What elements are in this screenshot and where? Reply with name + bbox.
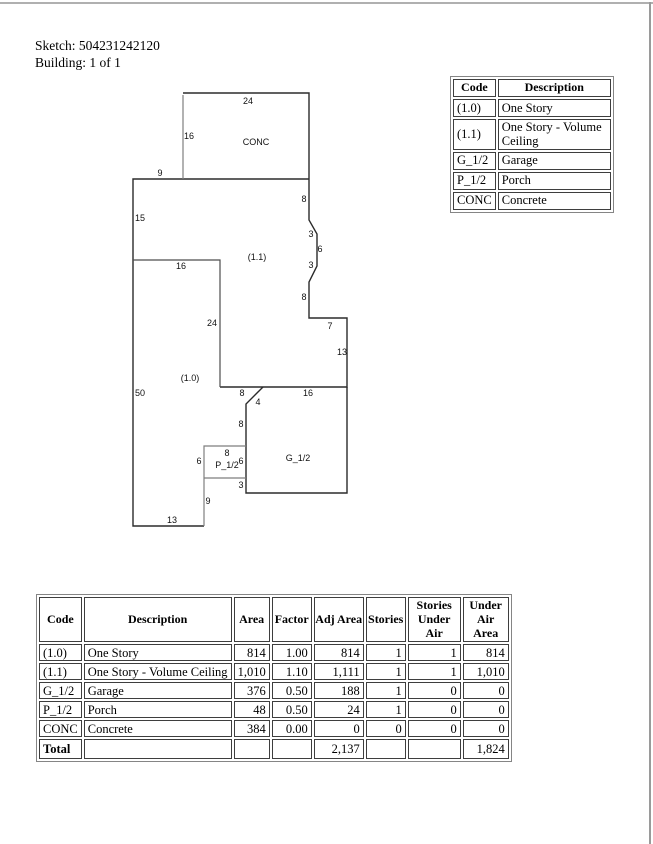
table-cell: Garage xyxy=(84,682,232,699)
table-cell: 814 xyxy=(234,644,270,661)
sketch-dim-label: 16 xyxy=(183,131,195,141)
area-header-adj-area: Adj Area xyxy=(314,597,364,642)
sketch-dim-label: 8 xyxy=(301,292,307,302)
area-header-area: Area xyxy=(234,597,270,642)
table-cell: One Story xyxy=(498,99,611,117)
table-cell: (1.1) xyxy=(453,119,496,150)
table-cell: 0 xyxy=(463,720,509,737)
table-row xyxy=(453,99,611,117)
area-summary-table xyxy=(36,594,512,762)
sketch-dim-label: 8 xyxy=(224,448,230,458)
table-cell: 188 xyxy=(314,682,364,699)
table-cell: 1,010 xyxy=(234,663,270,680)
table-row xyxy=(453,152,611,170)
table-cell: 0 xyxy=(408,701,461,718)
sketch-outline-lines xyxy=(133,93,347,526)
sketch-dim-label: 6 xyxy=(317,244,323,254)
sketch-dim-label: 13 xyxy=(336,347,348,357)
table-cell: G_1/2 xyxy=(453,152,496,170)
sketch-dim-label: 24 xyxy=(206,318,218,328)
table-cell: 0 xyxy=(314,720,364,737)
sketch-dim-label: 6 xyxy=(196,456,202,466)
table-cell: P_1/2 xyxy=(453,172,496,190)
table-row xyxy=(39,701,509,718)
table-cell: 0 xyxy=(408,720,461,737)
legend-header-description: Description xyxy=(498,79,611,97)
table-cell: Porch xyxy=(84,701,232,718)
table-cell: 1 xyxy=(408,644,461,661)
table-row xyxy=(39,663,509,680)
table-cell: Concrete xyxy=(498,192,611,210)
table-cell: 1.00 xyxy=(272,644,312,661)
table-cell: CONC xyxy=(453,192,496,210)
table-cell: (1.1) xyxy=(39,663,82,680)
sketch-dim-label: 16 xyxy=(302,388,314,398)
sketch-dim-label: 16 xyxy=(175,261,187,271)
legend-table-wrap xyxy=(450,76,614,213)
title-block xyxy=(35,37,160,71)
area-header-code: Code xyxy=(39,597,82,642)
table-cell xyxy=(84,739,232,759)
table-header-row xyxy=(453,79,611,97)
table-cell xyxy=(272,739,312,759)
sketch-area-code-label: G_1/2 xyxy=(285,453,311,463)
building-count-title: Building: 1 of 1 xyxy=(35,55,121,70)
sketch-dim-label: 7 xyxy=(327,321,333,331)
area-table-wrap xyxy=(36,594,512,762)
area-header-description: Description xyxy=(84,597,232,642)
table-cell: 1 xyxy=(408,663,461,680)
table-cell: 1 xyxy=(366,644,406,661)
table-cell: (1.0) xyxy=(453,99,496,117)
table-row xyxy=(39,739,509,759)
page-right-border xyxy=(649,2,651,844)
table-row xyxy=(39,720,509,737)
sketch-area-code-label: P_1/2 xyxy=(215,460,239,470)
sketch-dim-label: 3 xyxy=(308,260,314,270)
legend-table xyxy=(450,76,614,213)
sketch-dim-label: 13 xyxy=(166,515,178,525)
table-cell: 1 xyxy=(366,701,406,718)
table-cell: 1 xyxy=(366,682,406,699)
table-cell: Concrete xyxy=(84,720,232,737)
table-cell xyxy=(234,739,270,759)
area-header-under-air-area: Under Air Area xyxy=(463,597,509,642)
table-cell xyxy=(366,739,406,759)
sketch-dim-label: 15 xyxy=(134,213,146,223)
sketch-dim-label: 3 xyxy=(308,229,314,239)
table-cell: 0 xyxy=(463,701,509,718)
sketch-dim-label: 8 xyxy=(238,419,244,429)
table-header-row xyxy=(39,597,509,642)
area-header-factor: Factor xyxy=(272,597,312,642)
legend-header-code: Code xyxy=(453,79,496,97)
sketch-region-label: (1.1) xyxy=(247,252,267,262)
table-cell: CONC xyxy=(39,720,82,737)
table-row xyxy=(453,192,611,210)
area-header-stories-under-air: Stories Under Air xyxy=(408,597,461,642)
sketch-interior-lines xyxy=(133,260,220,387)
sketch-id-title: Sketch: 504231242120 xyxy=(35,38,160,53)
table-cell: One Story - Volume Ceiling xyxy=(498,119,611,150)
table-cell: 0 xyxy=(408,682,461,699)
sketch-region-label: (1.0) xyxy=(180,373,200,383)
table-cell: One Story - Volume Ceiling xyxy=(84,663,232,680)
table-cell: 24 xyxy=(314,701,364,718)
table-cell: 2,137 xyxy=(314,739,364,759)
table-row xyxy=(39,644,509,661)
table-cell: 1,010 xyxy=(463,663,509,680)
sketch-dim-label: 50 xyxy=(134,388,146,398)
sketch-dim-label: 3 xyxy=(238,480,244,490)
table-cell xyxy=(408,739,461,759)
table-cell: 1.10 xyxy=(272,663,312,680)
table-row xyxy=(39,682,509,699)
sketch-area-code-label: CONC xyxy=(242,137,270,147)
area-header-stories: Stories xyxy=(366,597,406,642)
sketch-dim-label: 8 xyxy=(239,388,245,398)
table-cell: 376 xyxy=(234,682,270,699)
sketch-dim-label: 6 xyxy=(238,456,244,466)
table-cell: 814 xyxy=(463,644,509,661)
sketch-labels xyxy=(135,96,347,525)
sketch-dim-label: 4 xyxy=(255,397,261,407)
table-cell: Porch xyxy=(498,172,611,190)
table-cell: 1 xyxy=(366,663,406,680)
table-cell: P_1/2 xyxy=(39,701,82,718)
table-cell: G_1/2 xyxy=(39,682,82,699)
table-cell: 0.00 xyxy=(272,720,312,737)
table-row xyxy=(453,172,611,190)
sketch-dim-label: 8 xyxy=(301,194,307,204)
sketch-dim-label: 9 xyxy=(157,168,163,178)
table-cell: 384 xyxy=(234,720,270,737)
table-cell: 0.50 xyxy=(272,701,312,718)
sketch-dim-label: 24 xyxy=(242,96,254,106)
sketch-dim-label: 9 xyxy=(205,496,211,506)
table-row xyxy=(453,119,611,150)
table-cell: One Story xyxy=(84,644,232,661)
table-cell: 814 xyxy=(314,644,364,661)
table-cell: 1,824 xyxy=(463,739,509,759)
table-cell: 48 xyxy=(234,701,270,718)
table-cell: (1.0) xyxy=(39,644,82,661)
table-cell: Garage xyxy=(498,152,611,170)
table-cell: Total xyxy=(39,739,82,759)
table-cell: 0 xyxy=(366,720,406,737)
table-cell: 1,111 xyxy=(314,663,364,680)
table-cell: 0.50 xyxy=(272,682,312,699)
table-cell: 0 xyxy=(463,682,509,699)
page-top-border xyxy=(0,2,653,4)
